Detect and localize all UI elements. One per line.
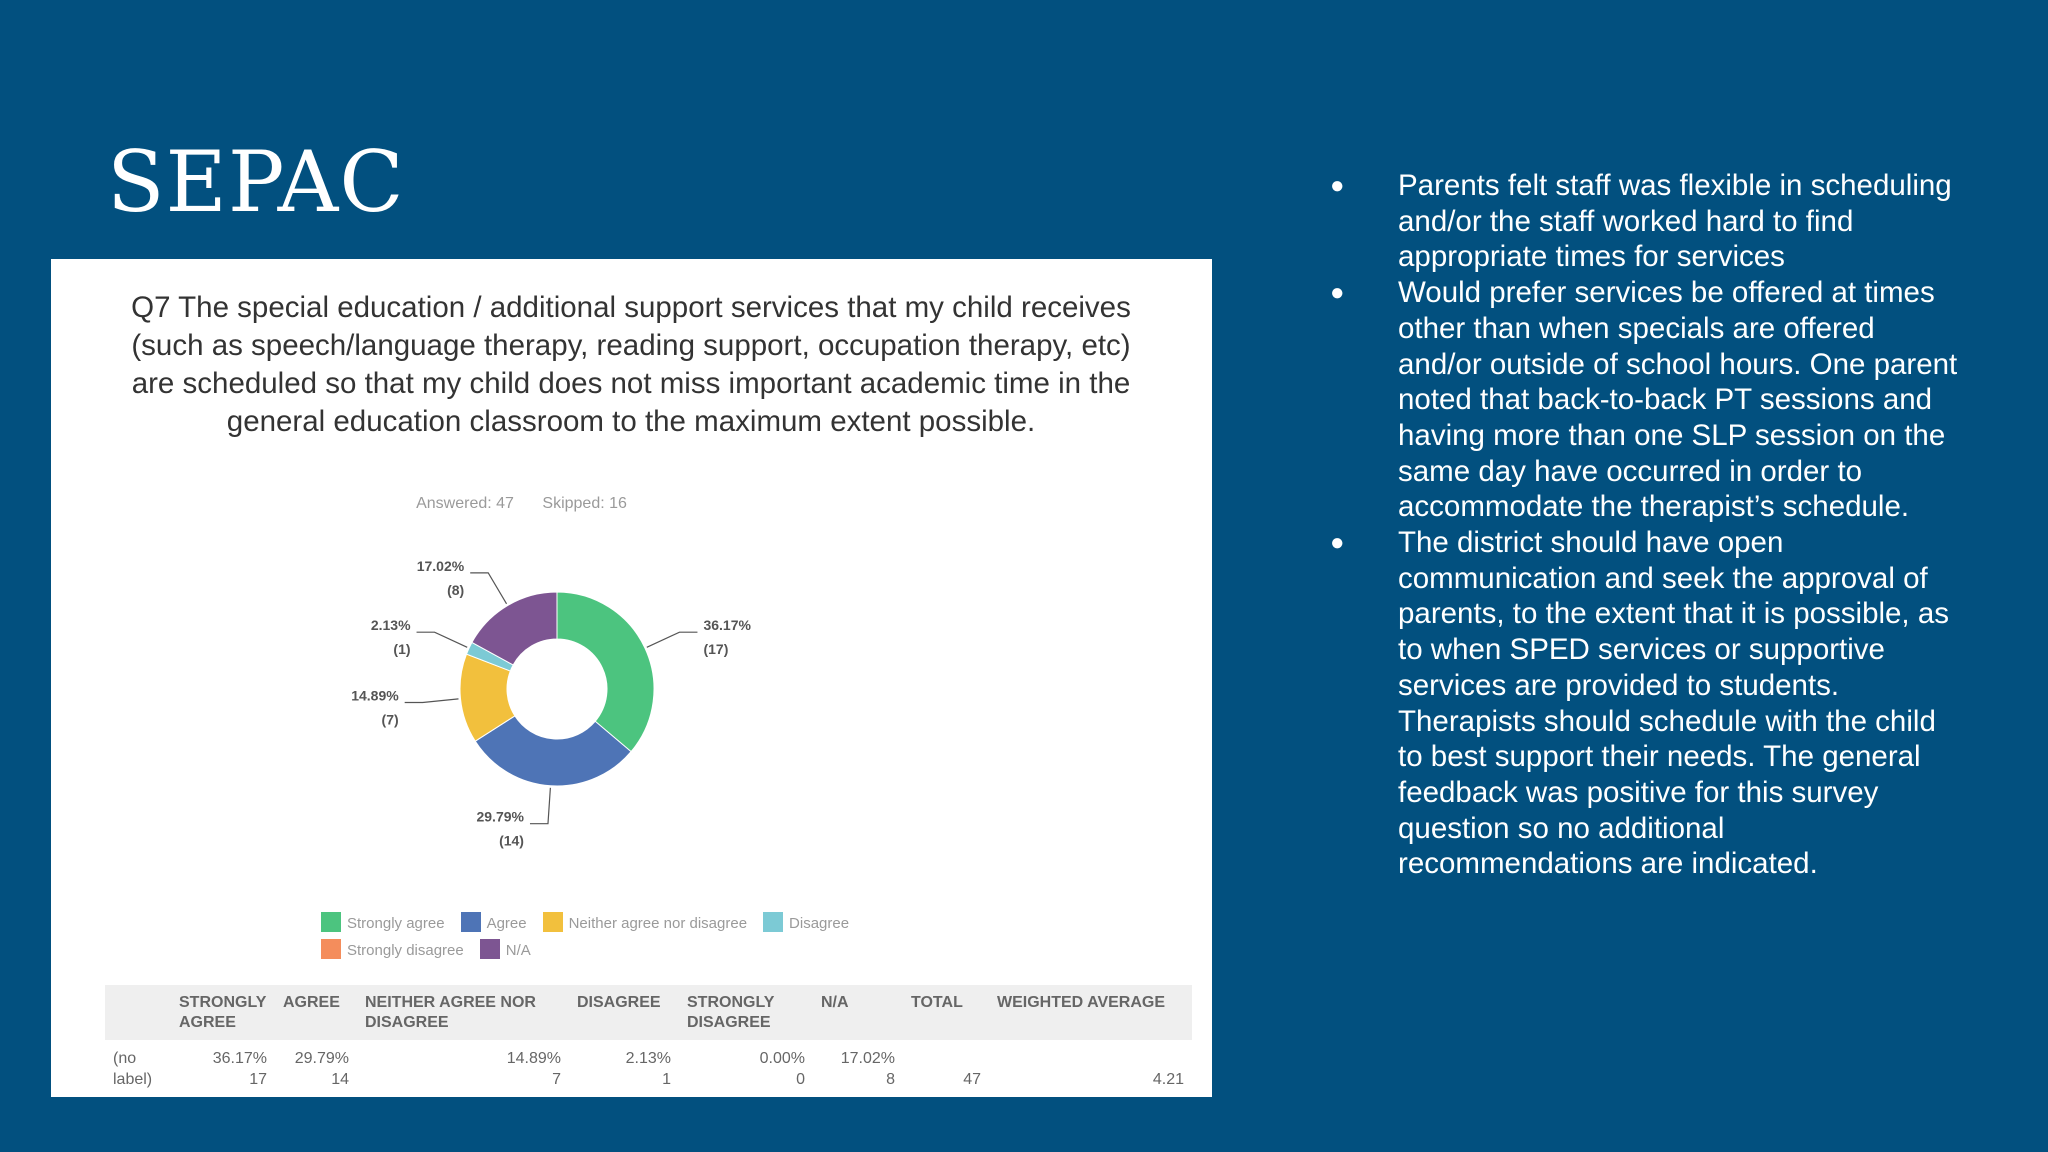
legend-label: Disagree bbox=[789, 915, 850, 932]
list-item-text: Would prefer services be offered at times other than when specials are offered and/or outside of school hours. One parent noted that back-to-back PT sessions and having more than one SLP session on the same day have occurred in order to accommodate the therapist’s schedule. bbox=[1398, 276, 1958, 524]
list-item bbox=[1320, 525, 1960, 882]
slice-count-label: (14) bbox=[499, 832, 524, 849]
header-strongly-agree: STRONGLY AGREE bbox=[171, 985, 275, 1040]
findings-list bbox=[1320, 168, 1960, 882]
header-agree: AGREE bbox=[275, 985, 357, 1040]
donut-slice bbox=[557, 592, 654, 752]
slice-percent-label: 29.79% bbox=[476, 808, 524, 825]
label-leader-line bbox=[417, 632, 468, 647]
chart-legend bbox=[321, 910, 961, 964]
results-table bbox=[105, 985, 1192, 1094]
cell-agree: 29.79% 14 bbox=[294, 1050, 349, 1088]
header-weighted-average: WEIGHTED AVERAGE bbox=[989, 985, 1192, 1040]
slice-count-label: (17) bbox=[703, 641, 729, 658]
list-item-text: The district should have open communication and seek the approval of parents, to the extent that it is possible, as to when SPED services or supportive services are provided to students. Therapists should schedule with the child to best support their needs. The general feedback was positive for this survey question so no additional recommendations are indicated. bbox=[1398, 526, 1949, 881]
legend-item bbox=[763, 910, 849, 937]
legend-label: Strongly agree bbox=[347, 915, 445, 932]
slice-count-label: (7) bbox=[381, 711, 399, 728]
legend-item bbox=[543, 910, 747, 937]
chart-title: Q7 The special education / additional support services that my child receives (such as speech/language therapy, reading support, occupation therapy, etc) are scheduled so that my child does not miss important academic time in the general education classroom to the maximum extent possible. bbox=[131, 291, 1131, 438]
row-label: (no label) bbox=[113, 1050, 153, 1088]
legend-item bbox=[321, 937, 464, 964]
legend-item bbox=[321, 910, 445, 937]
legend-swatch bbox=[321, 912, 341, 932]
slice-count-label: (1) bbox=[393, 641, 411, 658]
legend-swatch bbox=[763, 912, 783, 932]
cell-disagree: 2.13% 1 bbox=[625, 1050, 671, 1088]
slice-count-label: (8) bbox=[447, 581, 465, 598]
label-leader-line bbox=[530, 788, 550, 824]
survey-chart-panel bbox=[51, 259, 1212, 1097]
answered-count: Answered: 47 bbox=[416, 495, 514, 512]
cell-weighted-average: 4.21 bbox=[1152, 1071, 1184, 1088]
slice-percent-label: 14.89% bbox=[351, 687, 399, 704]
header-disagree: DISAGREE bbox=[569, 985, 679, 1040]
legend-label: Agree bbox=[486, 915, 527, 932]
label-leader-line bbox=[405, 699, 459, 703]
legend-item bbox=[480, 937, 531, 964]
legend-item bbox=[461, 910, 527, 937]
legend-label: N/A bbox=[505, 942, 531, 959]
label-leader-line bbox=[647, 632, 698, 647]
label-leader-line bbox=[470, 573, 506, 604]
list-item-text: Parents felt staff was flexible in scheduling and/or the staff worked hard to find appropriate times for services bbox=[1398, 169, 1952, 274]
legend-swatch bbox=[543, 912, 563, 932]
legend-swatch bbox=[480, 939, 500, 959]
bullet-icon: ● bbox=[1330, 279, 1345, 307]
bullet-icon: ● bbox=[1330, 529, 1345, 557]
header-strongly-disagree: STRONGLY DISAGREE bbox=[679, 985, 813, 1040]
table-row bbox=[105, 1040, 1192, 1094]
legend-label: Strongly disagree bbox=[347, 942, 464, 959]
header-neither: NEITHER AGREE NOR DISAGREE bbox=[357, 985, 569, 1040]
slice-percent-label: 36.17% bbox=[703, 617, 751, 634]
header-total: TOTAL bbox=[903, 985, 989, 1040]
header-na: N/A bbox=[813, 985, 903, 1040]
list-item bbox=[1320, 168, 1960, 275]
cell-strongly-agree: 36.17% 17 bbox=[212, 1050, 267, 1088]
legend-swatch bbox=[461, 912, 481, 932]
slice-percent-label: 2.13% bbox=[370, 617, 411, 634]
slide-title: SEPAC bbox=[107, 133, 405, 231]
cell-strongly-disagree: 0.00% 0 bbox=[759, 1050, 805, 1088]
legend-swatch bbox=[321, 939, 341, 959]
cell-na: 17.02% 8 bbox=[840, 1050, 895, 1088]
slice-percent-label: 17.02% bbox=[416, 557, 465, 574]
header-row-label bbox=[105, 985, 171, 1040]
legend-label: Neither agree nor disagree bbox=[568, 915, 748, 932]
list-item bbox=[1320, 275, 1960, 525]
cell-neither: 14.89% 7 bbox=[506, 1050, 561, 1088]
skipped-count: Skipped: 16 bbox=[542, 495, 627, 512]
bullet-icon: ● bbox=[1330, 172, 1345, 199]
response-summary bbox=[51, 495, 992, 513]
cell-total: 47 bbox=[963, 1071, 981, 1088]
